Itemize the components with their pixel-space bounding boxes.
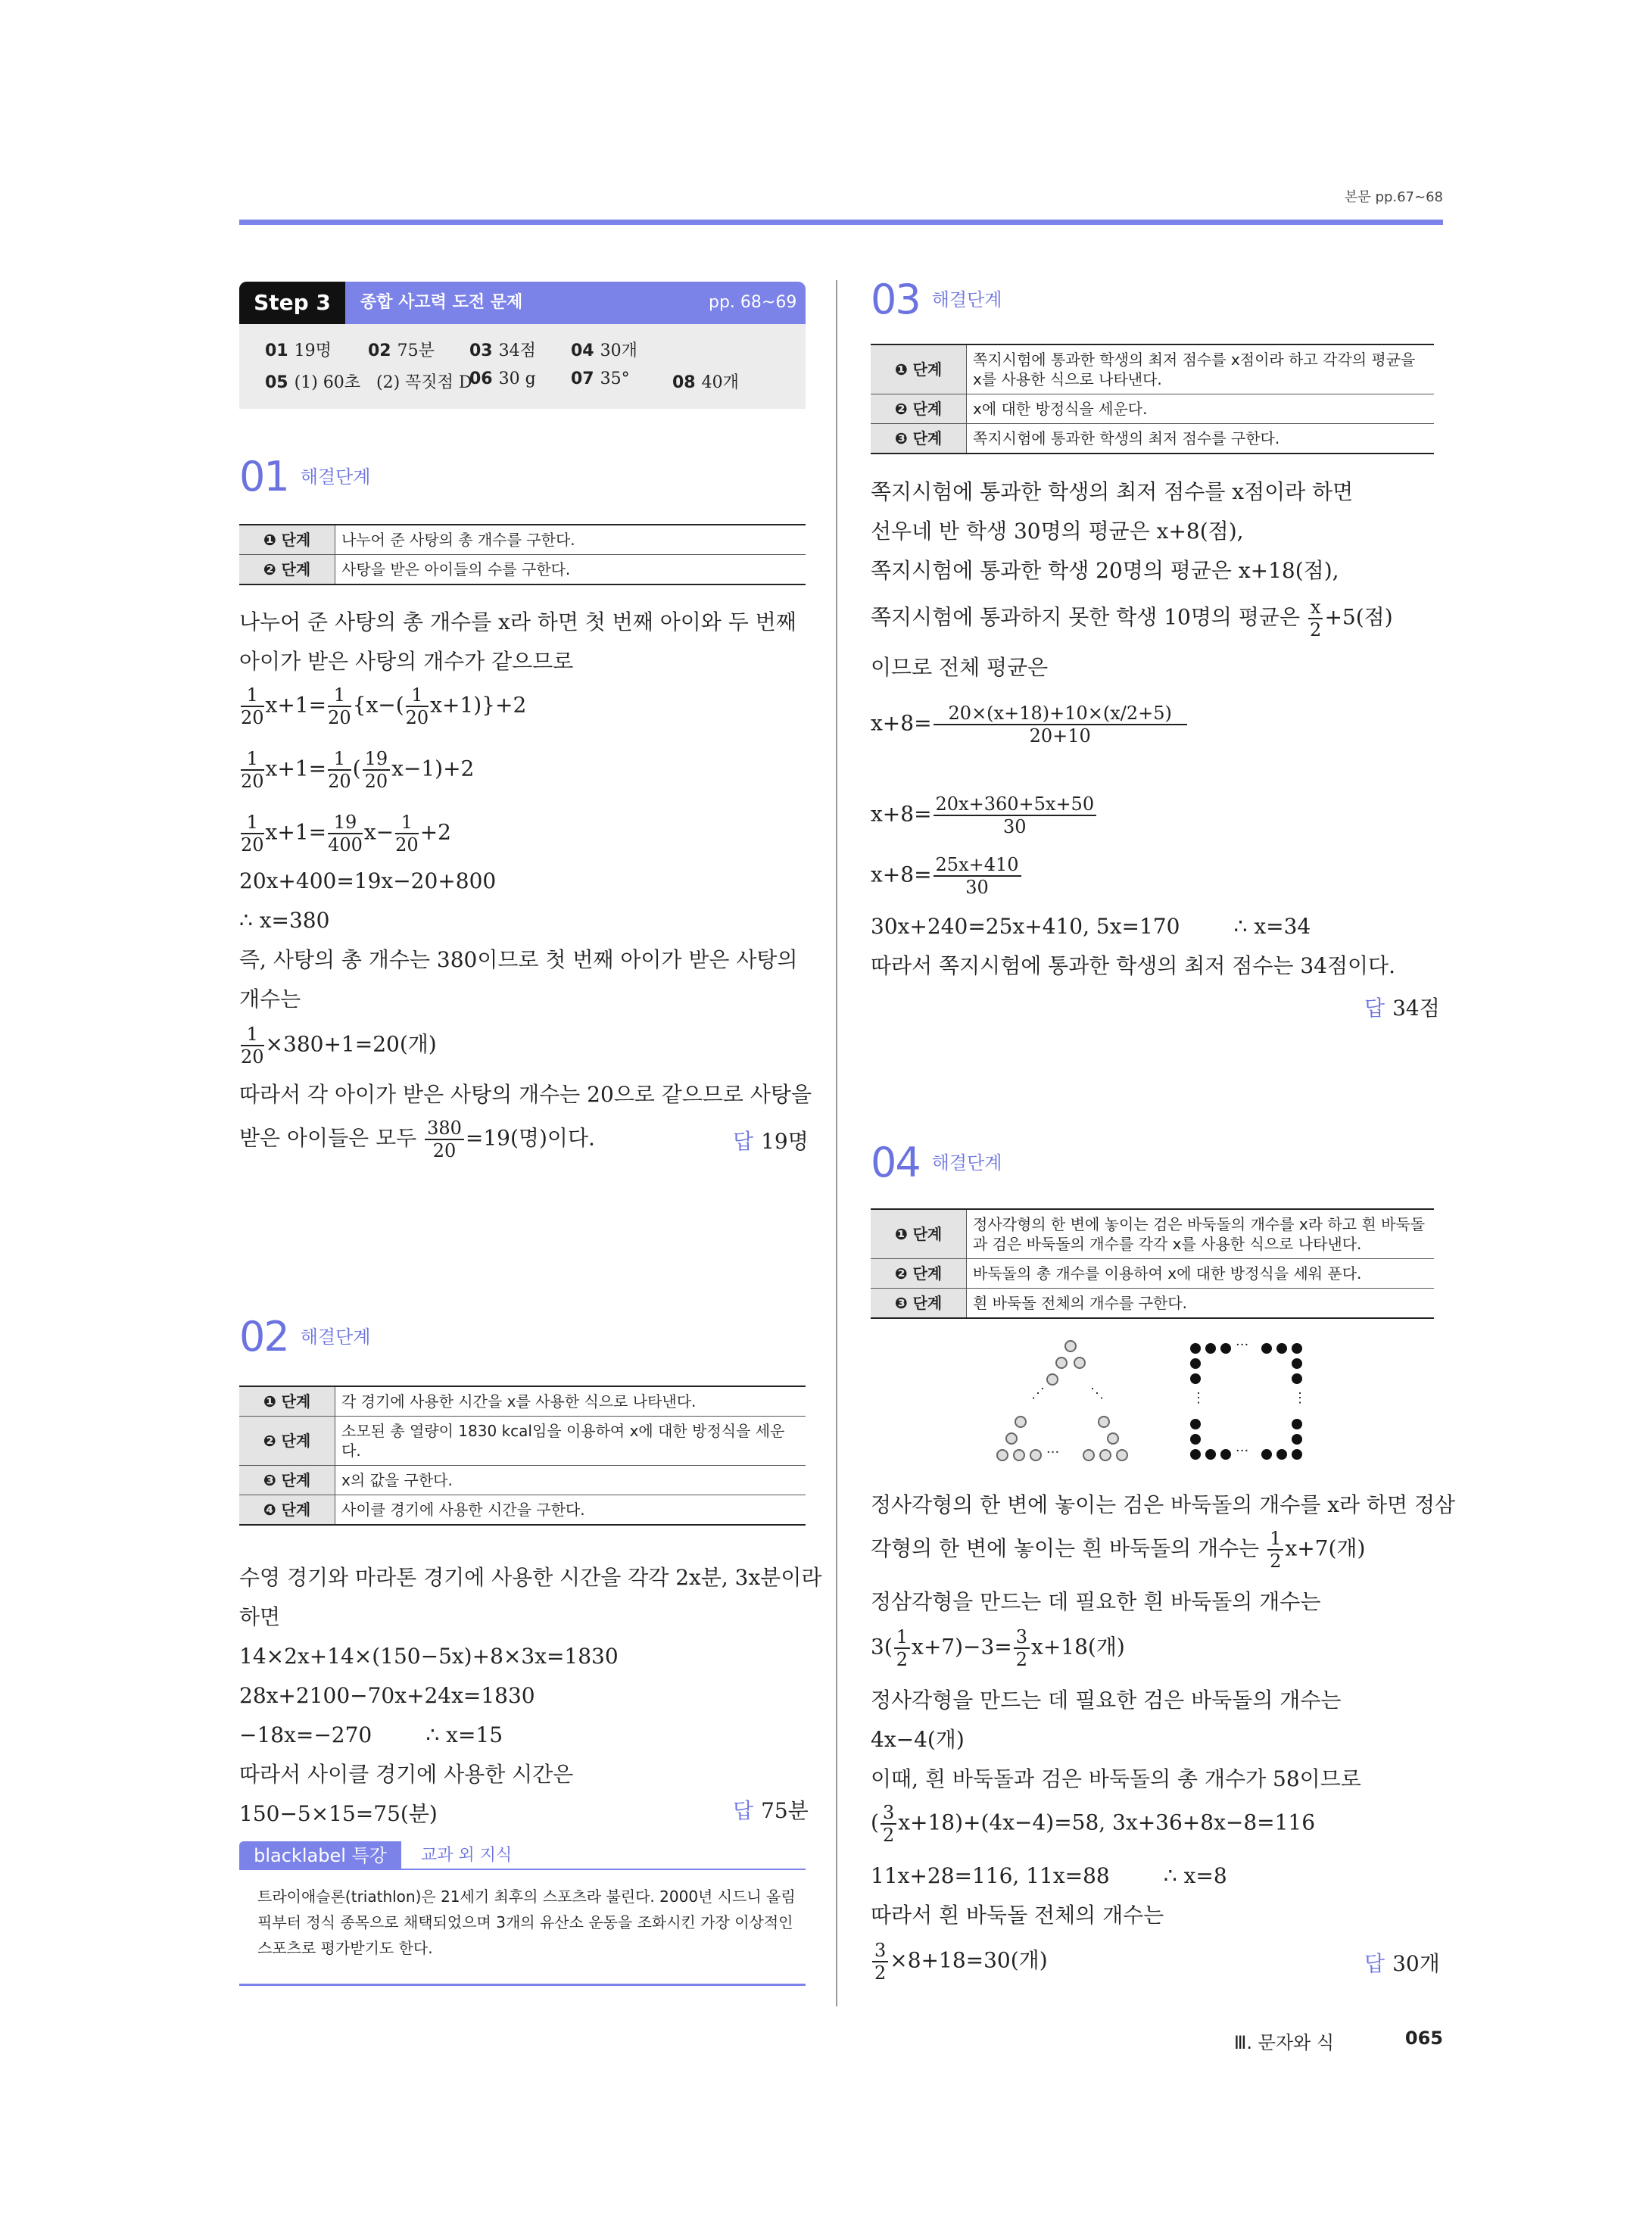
problem-04-line8: ( $\frac{3}{2}$ x+18)+(4x−4)=58, 3x+36+8x−8=116 xyxy=(871,1802,1316,1846)
answer-03: 03 34점 xyxy=(469,341,536,360)
blacklabel-body: 트라이애슬론(triathlon)은 21세기 최후의 스포츠라 불린다. 2000년 시드니 올림픽부터 정식 종목으로 채택되었으며 3개의 유산소 운동을 조화시킨 가장 이상적인 스포츠로 평가받기도 한다. xyxy=(257,1887,796,1957)
white-stone xyxy=(1015,1416,1027,1428)
problem-04-answer: 답 30개 xyxy=(1364,1951,1440,1976)
problem-01-heading: 01 해결단계 xyxy=(239,453,371,500)
black-stone xyxy=(1292,1358,1302,1369)
black-stone xyxy=(1292,1434,1302,1445)
ellipsis-mark: ··· xyxy=(1046,1445,1060,1460)
problem-01-text2: 즉, 사탕의 총 개수는 380이므로 첫 번째 아이가 받은 사탕의 개수는 xyxy=(239,947,798,1012)
problem-04-heading: 04 해결단계 xyxy=(871,1139,1002,1186)
problem-02-steps-table: ❶ 단계 각 경기에 사용한 시간을 x를 사용한 식으로 나타낸다. ❷ 단계 소모된 총 열량이 1830 kcal임을 이용하여 x에 대한 방정식을 세운다. ❸ 단계 x의 값을 구한다. ❹ 단계 사이클 경기에 사용한 시간을 구한다. xyxy=(239,1386,806,1526)
problem-01-eq4: 20x+400=19x−20+800 xyxy=(239,868,497,893)
problem-03-eq1: x+8= $\frac{20\times(x+18)+10\times(x/2+5)}{20+10}$ xyxy=(871,703,1189,747)
problem-01-eq5: ∴ x=380 xyxy=(239,908,330,933)
problem-03-line3: 쪽지시험에 통과한 학생 20명의 평균은 x+18(점), xyxy=(871,558,1339,583)
white-stone xyxy=(1046,1373,1058,1386)
problem-02-answer: 답 75분 xyxy=(733,1798,809,1823)
problem-04-line10: 따라서 흰 바둑돌 전체의 개수는 xyxy=(871,1903,1164,1928)
white-stone xyxy=(1013,1449,1025,1461)
step3-tag: Step 3 xyxy=(239,282,345,324)
black-stone xyxy=(1292,1373,1302,1384)
blacklabel-subtitle: 교과 외 지식 xyxy=(421,1846,513,1865)
problem-01-eq6: $\frac{1}{20}$ ×380+1=20(개) xyxy=(241,1024,437,1068)
blacklabel-rule xyxy=(239,1869,806,1870)
problem-04-line1: 정사각형의 한 변에 놓이는 검은 바둑돌의 개수를 x라 하면 정삼 xyxy=(871,1492,1456,1517)
header-rule xyxy=(239,220,1443,225)
white-stone xyxy=(1074,1357,1086,1369)
ellipsis-mark: ··· xyxy=(1236,1443,1249,1459)
problem-03-line7: 따라서 쪽지시험에 통과한 학생의 최저 점수는 34점이다. xyxy=(871,953,1395,978)
problem-01-eq3: $\frac{1}{20}$ x+1= $\frac{19}{400}$ x− $\frac{1}{20}$ +2 xyxy=(241,812,451,856)
problem-04-steps-table: ❶ 단계 정사각형의 한 변에 놓이는 검은 바둑돌의 개수를 x라 하고 흰 바둑돌과 검은 바둑돌의 개수를 각각 x를 사용한 식으로 나타낸다. ❷ 단계 바둑돌의 총 개수를 이용하여 x에 대한 방정식을 세워 푼다. ❸ 단계 흰 바둑돌 전체의 개수를 구한다. xyxy=(871,1208,1434,1319)
black-stone xyxy=(1220,1449,1231,1460)
ellipsis-mark: ⋮ xyxy=(1293,1390,1307,1406)
black-stone xyxy=(1276,1449,1287,1460)
black-stone xyxy=(1261,1343,1272,1354)
problem-03-eq3: x+8= $\frac{25x+410}{30}$ xyxy=(871,854,1023,898)
problem-03-line5: 이므로 전체 평균은 xyxy=(871,655,1049,680)
white-stone xyxy=(1083,1449,1095,1461)
black-stone xyxy=(1190,1373,1201,1384)
black-stone xyxy=(1190,1449,1201,1460)
ellipsis-mark: ··· xyxy=(1236,1337,1249,1353)
white-stone xyxy=(1005,1432,1018,1445)
problem-04-line9: 11x+28=116, 11x=88 ∴ x=8 xyxy=(871,1863,1227,1888)
answer-02: 02 75분 xyxy=(368,341,435,360)
problem-04-line5: 정사각형을 만드는 데 필요한 검은 바둑돌의 개수는 xyxy=(871,1688,1342,1713)
answer-01: 01 19명 xyxy=(265,341,332,360)
footer-page-number: 065 xyxy=(1404,2028,1443,2049)
problem-04-line11: $\frac{3}{2}$ ×8+18=30(개) xyxy=(871,1940,1048,1984)
step3-title: 종합 사고력 도전 문제 xyxy=(360,293,523,312)
footer-chapter: Ⅲ. 문자와 식 xyxy=(1233,2032,1334,2053)
problem-04-line6: 4x−4(개) xyxy=(871,1727,965,1752)
problem-03-line1: 쪽지시험에 통과한 학생의 최저 점수를 x점이라 하면 xyxy=(871,479,1354,504)
black-stone xyxy=(1205,1343,1216,1354)
problem-02-heading: 02 해결단계 xyxy=(239,1313,371,1361)
problem-04-line2: 각형의 한 변에 놓이는 흰 바둑돌의 개수는 $\frac{1}{2}$ x+7(개) xyxy=(871,1528,1366,1572)
problem-03-eq2: x+8= $\frac{20x+360+5x+50}{30}$ xyxy=(871,793,1098,837)
answer-05: 05 (1) 60초 (2) 꼭짓점 D xyxy=(265,373,472,392)
black-stone xyxy=(1220,1343,1231,1354)
black-stone xyxy=(1261,1449,1272,1460)
step3-answers-box xyxy=(239,324,806,409)
go-stone-figure xyxy=(984,1337,1317,1469)
page-reference: 본문 pp.67~68 xyxy=(1345,189,1443,205)
problem-04-line4: 3( $\frac{1}{2}$ x+7)−3= $\frac{3}{2}$ x+18(개) xyxy=(871,1626,1125,1670)
problem-03-heading: 03 해결단계 xyxy=(871,276,1002,323)
white-stone xyxy=(1107,1432,1119,1445)
problem-02-work: 수영 경기와 마라톤 경기에 사용한 시간을 각각 2x분, 3x분이라 하면 14×2x+14×(150−5x)+8×3x=1830 28x+2100−70x+24x=1830 −18x=−270 ∴ x=15 따라서 사이클 경기에 사용한 시간은 150−5×15=75(분) xyxy=(239,1565,822,1826)
ellipsis-mark: ⋰ xyxy=(1031,1386,1045,1401)
black-stone xyxy=(1190,1419,1201,1429)
answer-07: 07 35° xyxy=(571,369,630,388)
black-stone xyxy=(1190,1434,1201,1445)
problem-04-line7: 이때, 흰 바둑돌과 검은 바둑돌의 총 개수가 58이므로 xyxy=(871,1766,1361,1791)
white-stone xyxy=(1055,1357,1068,1369)
problem-03-answer: 답 34점 xyxy=(1364,996,1440,1021)
ellipsis-mark: ⋮ xyxy=(1192,1390,1205,1406)
answer-04: 04 30개 xyxy=(571,341,637,360)
black-stone xyxy=(1276,1343,1287,1354)
black-stone xyxy=(1292,1419,1302,1429)
ellipsis-mark: ⋱ xyxy=(1090,1386,1104,1401)
problem-01-text4: 받은 아이들은 모두 $\frac{380}{20}$ =19(명)이다. xyxy=(239,1118,595,1161)
problem-01-intro: 나누어 준 사탕의 총 개수를 x라 하면 첫 번째 아이와 두 번째 아이가 받은 사탕의 개수가 같으므로 xyxy=(239,609,796,674)
problem-01-eq2: $\frac{1}{20}$ x+1= $\frac{1}{20}$ ( $\frac{19}{20}$ x−1)+2 xyxy=(241,748,475,792)
step3-pages: pp. 68~69 xyxy=(709,293,797,312)
black-stone xyxy=(1190,1343,1201,1354)
white-stone xyxy=(1099,1449,1111,1461)
white-stone xyxy=(996,1449,1008,1461)
problem-01-text3: 따라서 각 아이가 받은 사탕의 개수는 20으로 같으므로 사탕을 xyxy=(239,1082,812,1107)
white-stone xyxy=(1116,1449,1128,1461)
black-stone xyxy=(1292,1449,1302,1460)
problem-03-line2: 선우네 반 학생 30명의 평균은 x+8(점), xyxy=(871,519,1244,544)
column-divider xyxy=(836,280,837,2006)
problem-01-answer: 답 19명 xyxy=(733,1129,809,1154)
black-stone xyxy=(1292,1343,1302,1354)
answer-08: 08 40개 xyxy=(672,373,739,392)
white-stone xyxy=(1064,1340,1077,1352)
blacklabel-bottom-rule xyxy=(239,1984,806,1986)
answer-06: 06 30 g xyxy=(469,369,536,388)
black-stone xyxy=(1190,1358,1201,1369)
problem-03-steps-table: ❶ 단계 쪽지시험에 통과한 학생의 최저 점수를 x점이라 하고 각각의 평균을 x를 사용한 식으로 나타낸다. ❷ 단계 x에 대한 방정식을 세운다. ❸ 단계 쪽지시험에 통과한 학생의 최저 점수를 구한다. xyxy=(871,344,1434,454)
problem-03-line6: 30x+240=25x+410, 5x=170 ∴ x=34 xyxy=(871,914,1311,939)
problem-01-eq1: $\frac{1}{20}$ x+1= $\frac{1}{20}$ {x−( $\frac{1}{20}$ x+1)}+2 xyxy=(241,684,527,728)
white-stone xyxy=(1030,1449,1042,1461)
problem-03-line4: 쪽지시험에 통과하지 못한 학생 10명의 평균은 $\frac{x}{2}$ +5(점) xyxy=(871,597,1393,641)
blacklabel-tag: blacklabel 특강 xyxy=(239,1841,401,1870)
problem-04-line3: 정삼각형을 만드는 데 필요한 흰 바둑돌의 개수는 xyxy=(871,1589,1321,1614)
white-stone xyxy=(1098,1416,1110,1428)
black-stone xyxy=(1205,1449,1216,1460)
problem-01-steps-table: ❶ 단계 나누어 준 사탕의 총 개수를 구한다. ❷ 단계 사탕을 받은 아이들의 수를 구한다. xyxy=(239,524,806,585)
